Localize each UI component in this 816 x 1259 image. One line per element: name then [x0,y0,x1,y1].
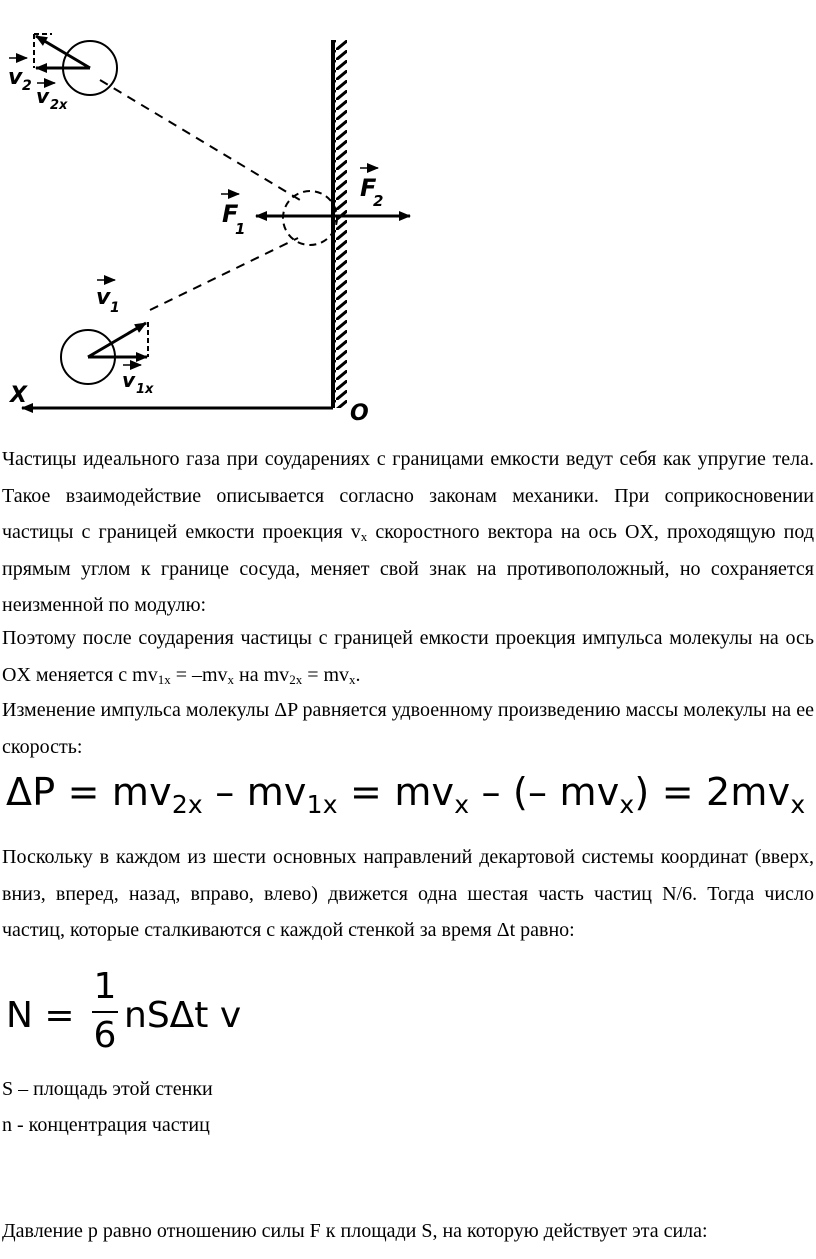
svg-text:2x: 2x [50,98,68,113]
definition-area: S – площадь этой стенки [2,1078,213,1100]
trajectory-in [150,238,298,310]
particle-at-wall [283,191,337,245]
wall [333,40,347,408]
paragraph-pressure: Давление p равно отношению силы F к площади S, на которую действует эта сила: [2,1220,708,1242]
formula-momentum-change: $\Delta P = mv_{2x} - mv_{1x} = mv_x$ – (– $mv_x) = 2mv_x$ [6,770,806,819]
svg-text:v: v [122,368,136,392]
label-v1x [122,365,154,397]
label-v1 [96,280,120,316]
svg-text:v: v [96,285,111,310]
definition-concentration: n - концентрация частиц [2,1114,210,1136]
trajectory-out [100,80,300,200]
paragraph-elastic-collisions: Частицы идеального газа при соударениях с границами емкости ведут себя как упругие тела. Такое взаимодействие описывается согласно законам механики. При соприкосновении частицы с границей емкости проекция $v_x$ скоростного вектора на ось OX, проходящую под прямым углом к границе сосуда, меняет свой знак на противоположный, но сохраняется неизменной по модулю: [2,448,814,616]
label-axis-x: X [10,383,27,408]
gas-collision-diagram [0,0,440,430]
v1-arrow [88,323,146,357]
svg-text:v: v [8,65,23,90]
label-f2 [360,168,383,210]
label-v2x [36,83,68,113]
paragraph-particle-count: Поскольку в каждом из шести основных направлений декартовой системы координат (вверх, вниз, вперед, назад, вправо, влево) движется одна шестая часть частиц N/6. Тогда число частиц, которые сталкиваются с каждой стенкой за время Δt равно: [2,846,814,941]
svg-text:1: 1 [110,300,120,316]
svg-text:1x: 1x [136,382,154,397]
svg-text:F: F [222,200,239,228]
label-f1 [221,194,245,238]
svg-text:F: F [360,174,377,202]
paragraph-momentum-projection: Поэтому после соударения частицы с границей емкости проекция импульса молекулы на ось OX меняется с $mv_{1x} = -mv_x$ на $mv_{2x} = mv_x$. [2,627,814,687]
svg-text:v: v [36,84,50,108]
paragraph-momentum-change: Изменение импульса молекулы ΔP равняется удвоенному произведению массы молекулы на ее скорость: [2,699,814,758]
svg-text:1: 1 [235,220,246,238]
label-origin: O [350,401,369,426]
svg-text:2: 2 [373,192,384,210]
label-v2 [8,58,32,94]
svg-text:2: 2 [22,78,32,94]
